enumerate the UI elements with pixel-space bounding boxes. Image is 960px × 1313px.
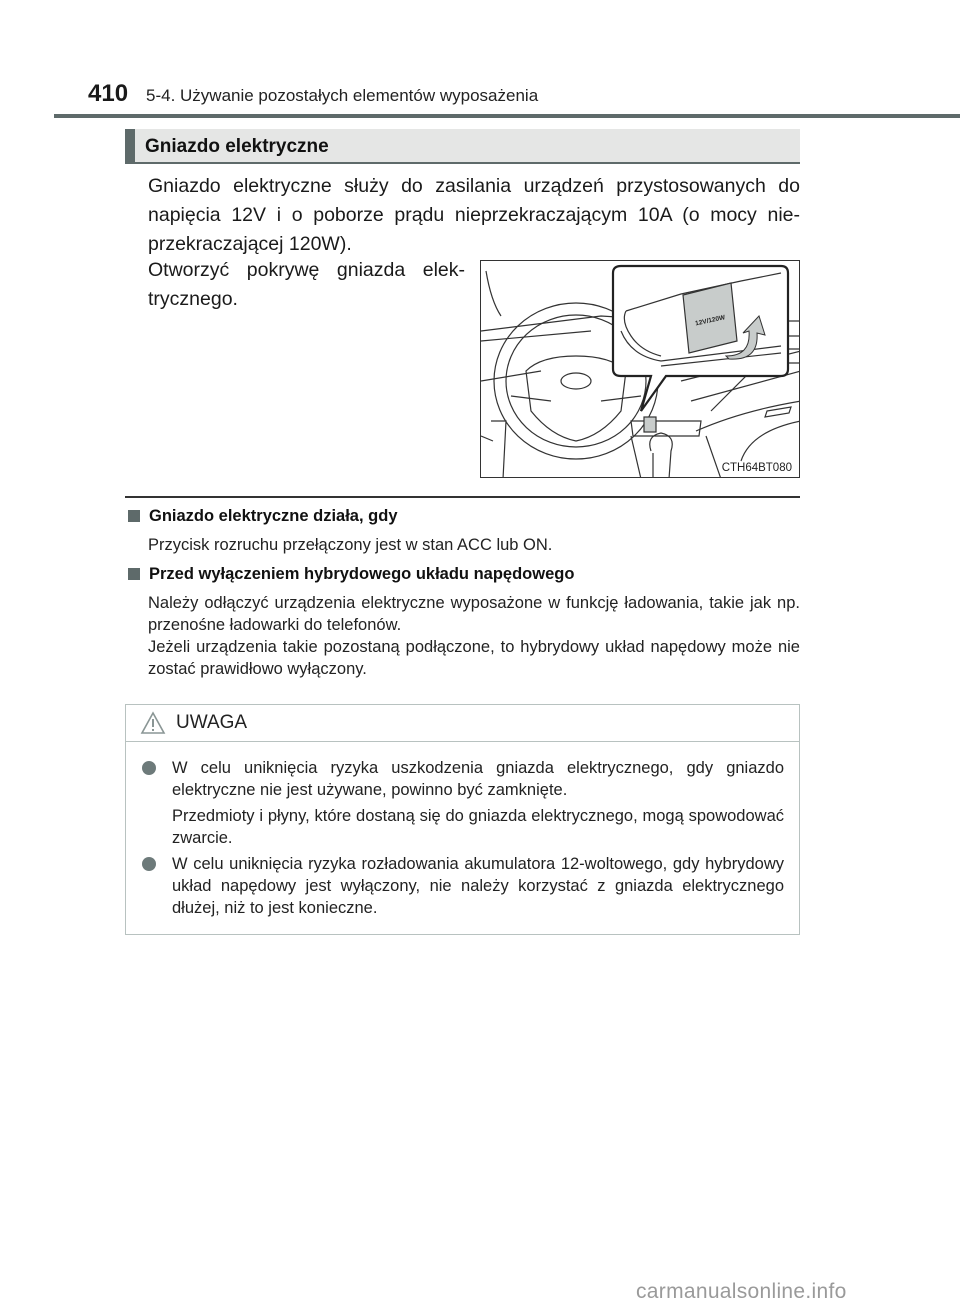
- note-title-shutdown: Przed wyłączeniem hybrydowego układu napędowego: [128, 565, 574, 584]
- header-divider: [54, 114, 960, 118]
- note-text-operation: Przycisk rozruchu przełączony jest w stan ACC lub ON.: [148, 536, 553, 554]
- watermark: carmanualsonline.info: [636, 1280, 847, 1303]
- section-divider: [125, 496, 800, 498]
- round-bullet-icon: [142, 857, 156, 871]
- page-number: 410: [88, 80, 129, 107]
- heading-accent-bar: [125, 129, 135, 162]
- instruction-paragraph: Otworzyć pokrywę gniazda elek-trycznego.: [148, 259, 465, 310]
- caution-box: [125, 704, 800, 935]
- figure-code: CTH64BT080: [721, 462, 792, 474]
- note-title-operation: Gniazdo elektryczne działa, gdy: [128, 507, 398, 526]
- section-heading: [125, 129, 800, 164]
- square-bullet-icon: [128, 510, 140, 522]
- chapter-title: 5-4. Używanie pozostałych elementów wyposażenia: [146, 86, 539, 105]
- round-bullet-icon: [142, 761, 156, 775]
- svg-text:12V/120W: 12V/120W: [694, 314, 726, 328]
- intro-paragraph: Gniazdo elektryczne służy do zasilania urządzeń przystosowanych do napięcia 12V i o poborze prądu nieprzekraczającym 10A (o mocy nie-przekraczającej 120W).: [148, 175, 800, 255]
- caution-item: W celu uniknięcia ryzyka uszkodzenia gniazda elektrycznego, gdy gniazdo elektryczne nie jest używane, powinno być zamknięte. Przedmioty i płyny, które dostaną się do gniazda elektrycznego, mogą spowodować zwarcie.: [172, 757, 784, 849]
- caution-header: [126, 705, 799, 742]
- caution-item: W celu uniknięcia ryzyka rozładowania akumulatora 12-woltowego, gdy hybrydowy układ napędowy jest wyłączony, nie należy korzystać z gniazda elektrycznego dłużej, niż to jest konieczne.: [172, 853, 784, 919]
- caution-label: UWAGA: [176, 712, 248, 733]
- square-bullet-icon: [128, 568, 140, 580]
- section-title: Gniazdo elektryczne: [145, 136, 329, 157]
- power-outlet-illustration: [480, 260, 800, 478]
- note-text-shutdown: Należy odłączyć urządzenia elektryczne wyposażone w funkcję ładowania, takie jak np. przenośne ładowarki do telefonów.: [148, 594, 800, 634]
- warning-triangle-icon: [140, 711, 166, 740]
- note-text-shutdown-2: Jeżeli urządzenia takie pozostaną podłączone, to hybrydowy układ napędowy może nie zostać prawidłowo wyłączony.: [148, 638, 800, 678]
